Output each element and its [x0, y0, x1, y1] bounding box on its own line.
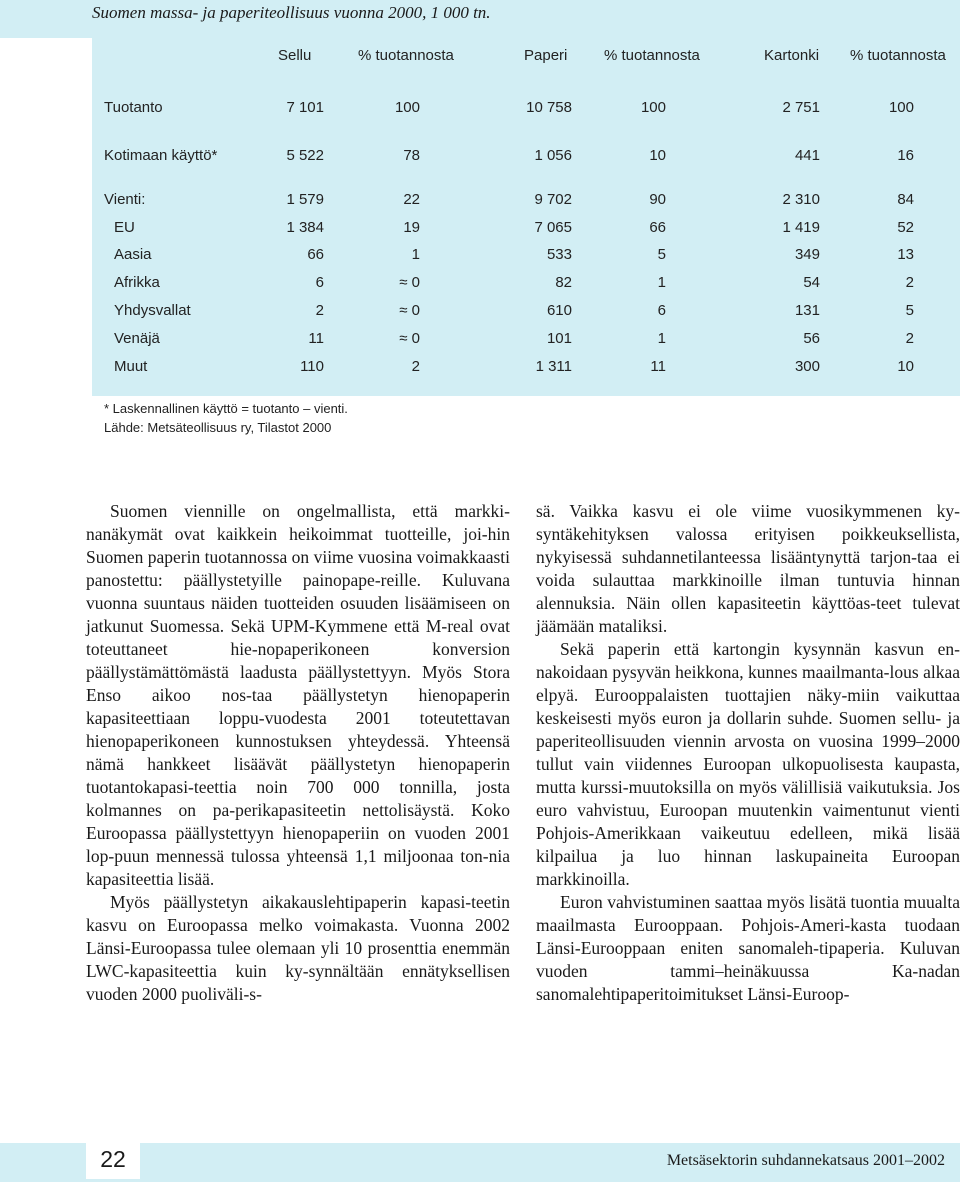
table-source: Lähde: Metsäteollisuus ry, Tilastot 2000: [104, 420, 332, 435]
publication-title: Metsäsektorin suhdannekatsaus 2001–2002: [666, 1152, 945, 1169]
table-cell: 5: [657, 246, 666, 263]
table-row-label: Venäjä: [114, 330, 160, 347]
table-row-label: Muut: [114, 358, 148, 375]
paragraph: Suomen viennille on ongelmallista, että markki-nanäkymät ovat kaikkein heikoimmat tuotteille, joi-hin Suomen paperin tuotannossa on viime vuosina voimakkaasti panostettu: päällystetyille painopape-reille. Kuluvana vuonna suuntaus näiden tuotteiden osuuden lisäämiseen on jatkunut Suomessa. Sekä UPM-Kymmene että M-real ovat toteuttaneet hie-nopaperikoneen konversion päällystämättömästä laadusta päällystettyyn. Myös Stora Enso aikoo nos-taa päällystetyn hienopaperin kapasiteettiaan loppu-vuodesta 2001 toteutettavan hienopaperikoneen kunnostuksen yhteydessä. Yhteensä nämä hankkeet lisäävät päällystetyn hienopaperin tuotantokapasi-teettia noin 700 000 tonnilla, josta kolmannes on pa-perikapasiteetin nettolisäystä. Koko Euroopassa päällystettyyn hienopaperiin on vuoden 2001 lop-puun mennessä tulossa yhteensä 1,1 miljoonaa ton-nia kapasiteettia lisää.: [86, 501, 510, 889]
body-column-left: [86, 500, 510, 1006]
table-footnote: * Laskennallinen käyttö = tuotanto – vienti.: [104, 401, 348, 416]
table-cell: 300: [794, 358, 820, 375]
table-cell: 1 579: [286, 191, 324, 208]
table-cell: 7 065: [534, 219, 572, 236]
table-cell: 9 702: [534, 191, 572, 208]
table-cell: 2 310: [782, 191, 820, 208]
table-row-label: EU: [114, 219, 135, 236]
page-number: 22: [86, 1137, 140, 1179]
table-cell: 84: [897, 191, 914, 208]
table-cell: 7 101: [286, 99, 324, 116]
table-row-label: Kotimaan käyttö*: [104, 147, 218, 164]
table-cell: 54: [803, 274, 820, 291]
table-title: Suomen massa- ja paperiteollisuus vuonna 2000, 1 000 tn.: [0, 0, 960, 38]
table-cell: ≈ 0: [399, 302, 420, 319]
table-cell: 441: [794, 147, 820, 164]
header-pct-kartonki: % tuotannosta: [850, 47, 946, 64]
table-cell: 13: [897, 246, 914, 263]
table-cell: 100: [888, 99, 914, 116]
table-cell: 1 384: [286, 219, 324, 236]
table-cell: 10 758: [526, 99, 572, 116]
table-row-label: Aasia: [114, 246, 152, 263]
table-cell: 66: [307, 246, 324, 263]
table-cell: 2: [315, 302, 324, 319]
table-cell: 1: [657, 274, 666, 291]
table-cell: 11: [308, 330, 324, 347]
table-cell: 19: [403, 219, 420, 236]
table-cell: 110: [300, 358, 324, 375]
table-row-label: Vienti:: [104, 191, 146, 208]
table-cell: ≈ 0: [399, 330, 420, 347]
body-column-right: [536, 500, 960, 1006]
table-cell: 52: [897, 219, 914, 236]
table-cell: 1: [411, 246, 420, 263]
paragraph: sä. Vaikka kasvu ei ole viime vuosikymmenen ky-syntäkehityksen valossa erityisen poikkeuksellista, nykyisessä suhdannetilanteessa lisääntynyttä tarjon-taa ei voida sulauttaa markkinoille ilman tuntuvia hinnan alennuksia. Näin ollen kapasiteetin käyttöas-teet tulevat jäämään mataliksi.: [536, 501, 960, 636]
table-cell: 78: [403, 147, 420, 164]
table-row-label: Afrikka: [114, 274, 160, 291]
header-kartonki: Kartonki: [764, 47, 820, 64]
table-cell: 100: [394, 99, 420, 116]
table-cell: 2: [411, 358, 420, 375]
table-row-label: Yhdysvallat: [114, 302, 191, 319]
table-cell: 2 751: [782, 99, 820, 116]
table-cell: 56: [803, 330, 820, 347]
table-cell: 10: [649, 147, 666, 164]
header-pct-paperi: % tuotannosta: [604, 47, 700, 64]
table-cell: 349: [794, 246, 820, 263]
table-cell: ≈ 0: [399, 274, 420, 291]
table-cell: 1: [657, 330, 666, 347]
table-cell: 82: [555, 274, 572, 291]
table-cell: 533: [546, 246, 572, 263]
statistics-table: [92, 38, 960, 396]
table-cell: 1 056: [534, 147, 572, 164]
paragraph: Myös päällystetyn aikakauslehtipaperin kapasi-teetin kasvu on Euroopassa melko voimakasta. Vuonna 2002 Länsi-Euroopassa tulee olemaan yli 10 prosenttia enemmän LWC-kapasiteettia kuin ky-synnältään ennätyksellisen vuoden 2000 puoliväli-s-: [86, 892, 510, 1004]
table-cell: 11: [650, 358, 666, 375]
table-cell: 22: [403, 191, 420, 208]
header-sellu: Sellu: [278, 47, 312, 64]
table-cell: 2: [905, 274, 914, 291]
header-paperi: Paperi: [524, 47, 568, 64]
table-cell: 100: [640, 99, 666, 116]
paragraph: Euron vahvistuminen saattaa myös lisätä tuontia muualta maailmasta Eurooppaan. Pohjois-Ameri-kasta tuodaan Länsi-Eurooppaan eniten sanomaleh-tipaperia. Kuluvan vuoden tammi–heinäkuussa Ka-nadan sanomalehtipaperitoimitukset Länsi-Euroop-: [536, 892, 960, 1004]
table-cell: 101: [546, 330, 572, 347]
table-cell: 90: [649, 191, 666, 208]
table-cell: 10: [897, 358, 914, 375]
paragraph: Sekä paperin että kartongin kysynnän kasvun en-nakoidaan pysyvän heikkona, kunnes maailmanta-lous alkaa elpyä. Eurooppalaisten tuottajien näky-miin vaikuttaa keskeisesti myös euron ja dollarin suhde. Suomen sellu- ja paperiteollisuuden viennin arvosta on vuosina 1999–2000 tullut vain viidennes Euroopan ulkopuolisesta kaupasta, mutta kurssi-muutoksilla on myös välillisiä vaikutuksia. Jos euro vahvistuu, Euroopan muutenkin vaimentunut vienti Pohjois-Amerikkaan vaikeutuu edelleen, mikä lisää kilpailua ja luo hinnan laskupaineita Euroopan markkinoilla.: [536, 639, 960, 889]
header-pct-sellu: % tuotannosta: [358, 47, 454, 64]
table-cell: 2: [905, 330, 914, 347]
table-cell: 1 419: [782, 219, 820, 236]
table-cell: 610: [546, 302, 572, 319]
table-cell: 131: [794, 302, 820, 319]
table-cell: 5 522: [286, 147, 324, 164]
table-cell: 6: [657, 302, 666, 319]
table-cell: 16: [897, 147, 914, 164]
table-cell: 66: [649, 219, 666, 236]
table-cell: 5: [905, 302, 914, 319]
table-row-label: Tuotanto: [104, 99, 163, 116]
table-cell: 6: [315, 274, 324, 291]
table-cell: 1 311: [535, 358, 572, 375]
